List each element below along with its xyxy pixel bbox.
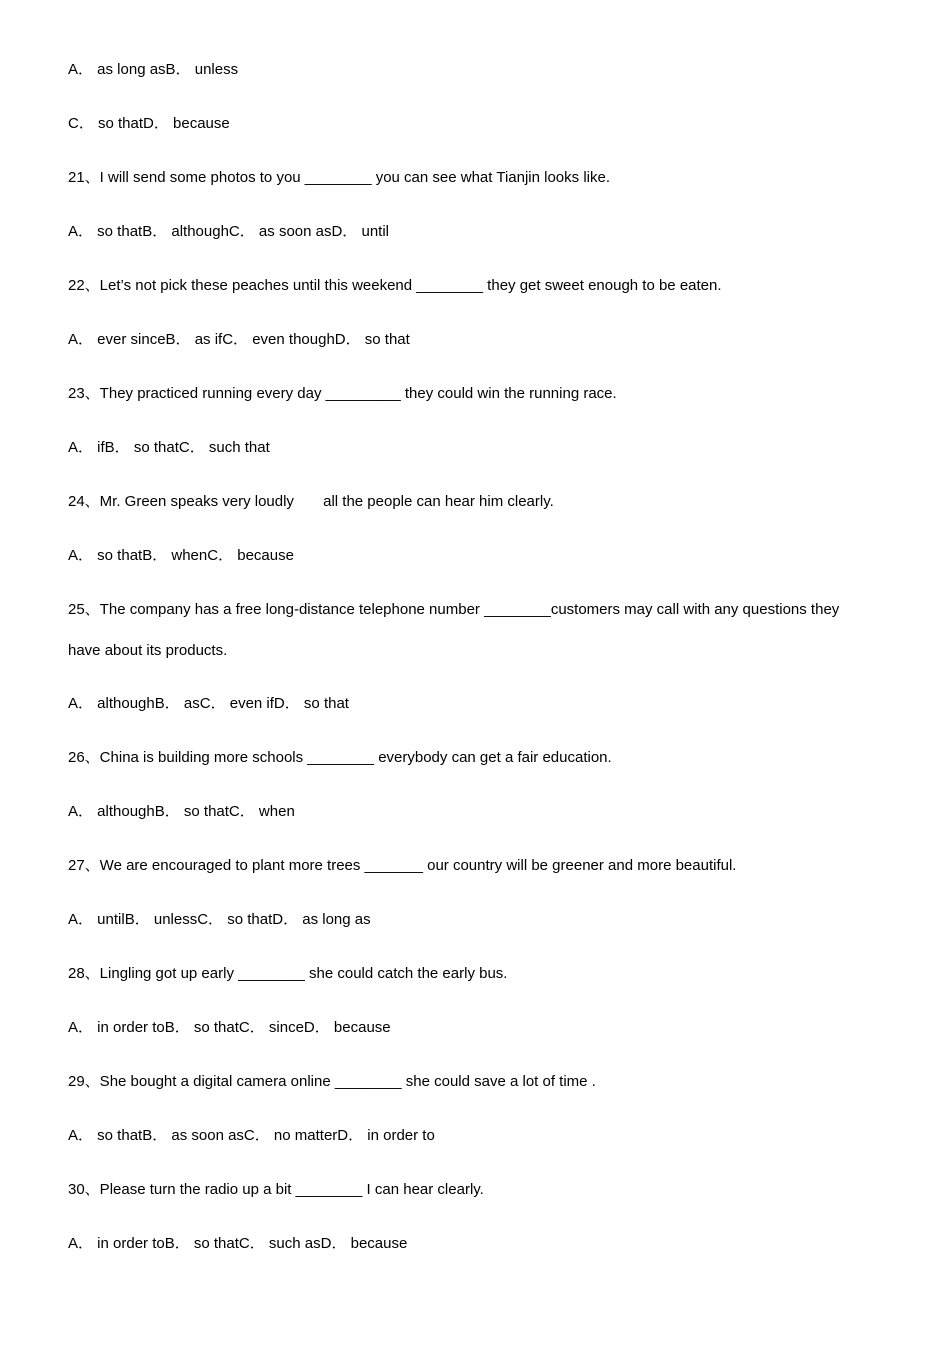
options-line: C． so thatD． because [68, 115, 230, 132]
options-line: A． althoughB． asC． even ifD． so that [68, 695, 349, 712]
options-line: A． in order toB． so thatC． such asD． because [68, 1235, 408, 1252]
options-line: A． so thatB． althoughC． as soon asD． until [68, 223, 389, 240]
question-29: 29、She bought a digital camera online ________ she could save a lot of time . [68, 1073, 596, 1090]
options-line: A． untilB． unlessC． so thatD． as long as [68, 911, 371, 928]
options-line: A． ifB． so thatC． such that [68, 439, 270, 456]
options-line: A． so thatB． as soon asC． no matterD． in order to [68, 1127, 435, 1144]
question-28: 28、Lingling got up early ________ she could catch the early bus. [68, 965, 508, 982]
options-line: A． ever sinceB． as ifC． even thoughD． so that [68, 331, 410, 348]
question-23: 23、They practiced running every day _________ they could win the running race. [68, 385, 617, 402]
options-line: A． so thatB． whenC． because [68, 547, 294, 564]
question-21: 21、I will send some photos to you ________ you can see what Tianjin looks like. [68, 169, 610, 186]
question-24: 24、Mr. Green speaks very loudly all the people can hear him clearly. [68, 493, 554, 510]
question-27: 27、We are encouraged to plant more trees _______ our country will be greener and more beautiful. [68, 857, 737, 874]
question-22: 22、Let’s not pick these peaches until this weekend ________ they get sweet enough to be eaten. [68, 277, 722, 294]
question-30: 30、Please turn the radio up a bit ________ I can hear clearly. [68, 1181, 484, 1198]
options-line: A． in order toB． so thatC． sinceD． because [68, 1019, 391, 1036]
options-line: A． althoughB． so thatC． when [68, 803, 295, 820]
question-26: 26、China is building more schools ________ everybody can get a fair education. [68, 749, 612, 766]
question-25: 25、The company has a free long-distance telephone number ________customers may call with any questions they have about its products. [68, 601, 840, 659]
options-line: A． as long asB． unless [68, 61, 239, 78]
